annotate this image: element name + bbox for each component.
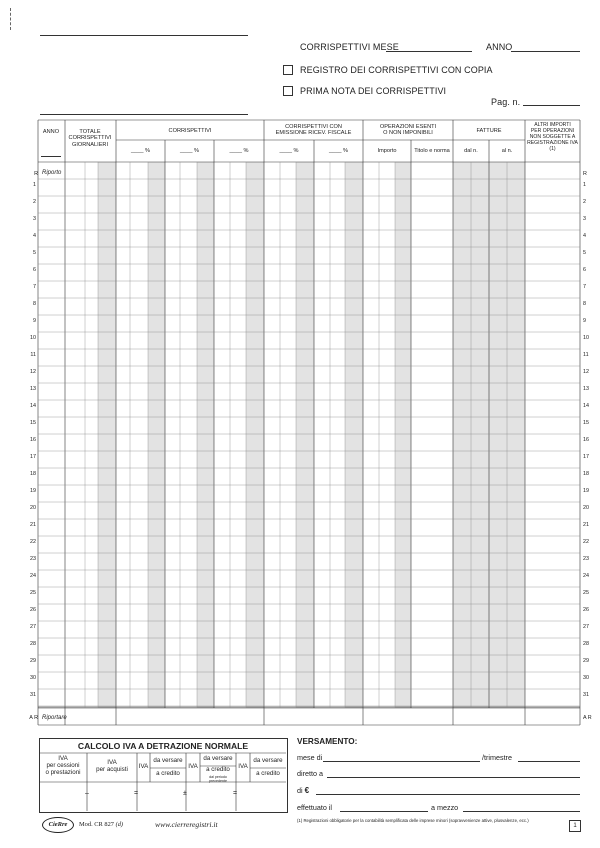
- row-number: 11: [30, 352, 36, 358]
- versamento-title: VERSAMENTO:: [297, 737, 358, 746]
- effettuato-label: effettuato il: [297, 803, 333, 812]
- row-number: 24: [30, 573, 36, 579]
- registro-label: REGISTRO DEI CORRISPETTIVI CON COPIA: [300, 65, 493, 75]
- row-number-right: 3: [583, 216, 586, 222]
- row-number: 14: [30, 403, 36, 409]
- pct-5: ____ %: [329, 148, 348, 154]
- mese-di-field[interactable]: [323, 761, 480, 762]
- col-anno-header: ANNO: [42, 129, 60, 135]
- row-number: 12: [30, 369, 36, 375]
- row-number: 3: [33, 216, 36, 222]
- row-number-right: 28: [583, 641, 589, 647]
- row-number-right: 14: [583, 403, 589, 409]
- a-mezzo-label: a mezzo: [431, 803, 459, 812]
- trimestre-field[interactable]: [518, 761, 580, 762]
- calc-op-pm: ±: [183, 790, 187, 797]
- row-number: 17: [30, 454, 36, 460]
- row-number: 15: [30, 420, 36, 426]
- row-number-right: 31: [583, 692, 589, 698]
- calc-col4-iva: IVA: [188, 763, 198, 770]
- calc-op-minus: –: [85, 790, 89, 797]
- row-number: 5: [33, 250, 36, 256]
- calc-col1: IVA per cessioni o prestazioni: [45, 755, 81, 776]
- page-number-box: [569, 820, 581, 832]
- row-number-right: 24: [583, 573, 589, 579]
- trimestre-label: /trimestre: [482, 753, 512, 762]
- row-number: 30: [30, 675, 36, 681]
- row-number: 6: [33, 267, 36, 273]
- pct-1: ____ %: [131, 148, 150, 154]
- mod-code: Mod. CR 827 (d): [79, 821, 124, 828]
- calc-col4-bot: a credito: [206, 766, 230, 773]
- row-number-right: 12: [583, 369, 589, 375]
- website-url: www.cierreregistri.it: [155, 820, 218, 829]
- pct-3: ____ %: [229, 148, 249, 154]
- row-number: 19: [30, 488, 36, 494]
- importo-field[interactable]: [316, 794, 580, 795]
- calc-col4-top: da versare: [203, 755, 233, 762]
- calc-col2: IVA per acquisti: [96, 759, 128, 773]
- row-number-right: 9: [583, 318, 586, 324]
- calc-col3-top: da versare: [153, 757, 183, 764]
- di-label: di €: [297, 786, 310, 795]
- page-number: 1: [573, 823, 577, 829]
- row-number: 16: [30, 437, 36, 443]
- row-number: 9: [33, 318, 36, 324]
- row-number: 28: [30, 641, 36, 647]
- row-number-right: 19: [583, 488, 589, 494]
- footnote: (1) Registrazioni obbligatorie per la contabilità semplificata delle imprese minori (sopravvenienze attive, plusvalenze, ecc.): [297, 818, 529, 823]
- row-number: 21: [30, 522, 36, 528]
- al-n-header: al n.: [501, 148, 513, 154]
- row-number: 2: [33, 199, 36, 205]
- anno-label: ANNO: [486, 42, 513, 52]
- row-number-right: 10: [583, 335, 589, 341]
- calc-col5-bot: a credito: [256, 770, 280, 777]
- row-number: 22: [30, 539, 36, 545]
- row-number-right: 18: [583, 471, 589, 477]
- col-esenti-header: OPERAZIONI ESENTI O NON IMPONIBILI: [379, 124, 437, 137]
- row-number: 1: [33, 182, 36, 188]
- effettuato-field[interactable]: [340, 811, 428, 812]
- row-number: 8: [33, 301, 36, 307]
- row-number: 20: [30, 505, 36, 511]
- row-number: 23: [30, 556, 36, 562]
- row-number: 25: [30, 590, 36, 596]
- pct-2: ____ %: [180, 148, 199, 154]
- row-number-right: 22: [583, 539, 589, 545]
- calcolo-iva-title: CALCOLO IVA A DETRAZIONE NORMALE: [77, 741, 249, 751]
- row-number-right: 5: [583, 250, 586, 256]
- riporto-code-left: R: [34, 171, 38, 177]
- calc-op-eq: =: [134, 790, 139, 797]
- riporto-label: Riporto: [42, 170, 62, 176]
- row-number-right: 20: [583, 505, 589, 511]
- row-number: 27: [30, 624, 36, 630]
- row-number: 7: [33, 284, 36, 290]
- row-number-right: 23: [583, 556, 589, 562]
- row-number: 4: [33, 233, 36, 239]
- row-number-right: 30: [583, 675, 589, 681]
- col-corrispettivi-header: CORRISPETTIVI: [168, 128, 212, 134]
- row-number-right: 13: [583, 386, 589, 392]
- col-emissione-header: CORRISPETTIVI CON EMISSIONE RICEV. FISCALE: [275, 124, 352, 137]
- cierre-logo: CieRre: [42, 817, 74, 833]
- corrispettivi-mese-label: CORRISPETTIVI MESE: [300, 42, 399, 52]
- titolo-norma-header: Titolo e norma: [414, 148, 450, 154]
- pag-label: Pag. n.: [491, 97, 521, 107]
- calc-op-eq2: =: [233, 790, 238, 797]
- importo-header: Importo: [377, 148, 397, 154]
- row-number-right: 26: [583, 607, 589, 613]
- row-number-right: 15: [583, 420, 589, 426]
- col-altri-header: ALTRI IMPORTI PER OPERAZIONI NON SOGGETTE A REGISTRAZIONE IVA (1): [527, 122, 578, 152]
- row-number: 10: [30, 335, 36, 341]
- row-number-right: 6: [583, 267, 586, 273]
- row-number-right: 16: [583, 437, 589, 443]
- row-number: 29: [30, 658, 36, 664]
- row-number-right: 8: [583, 301, 586, 307]
- col-fatture-header: FATTURE: [476, 128, 502, 134]
- row-number: 18: [30, 471, 36, 477]
- row-number-right: 1: [583, 182, 586, 188]
- row-number-right: 21: [583, 522, 589, 528]
- row-number-right: 7: [583, 284, 586, 290]
- row-number-right: 29: [583, 658, 589, 664]
- calc-col5-top: da versare: [253, 757, 283, 764]
- a-mezzo-field[interactable]: [463, 811, 580, 812]
- row-number-right: 11: [583, 352, 589, 358]
- riportare-code: A R: [29, 715, 38, 721]
- row-number-right: 27: [583, 624, 589, 630]
- row-number-right: 4: [583, 233, 586, 239]
- riporto-code-right: R: [583, 171, 587, 177]
- calc-col3-iva: IVA: [138, 763, 149, 770]
- pct-4: ____ %: [279, 148, 299, 154]
- prima-nota-label: PRIMA NOTA DEI CORRISPETTIVI: [300, 86, 447, 96]
- col-totale-header: TOTALE CORRISPETTIVI GIORNALIERI: [68, 129, 112, 148]
- dal-n-header: dal n.: [464, 148, 478, 154]
- diretto-a-field[interactable]: [327, 777, 580, 778]
- row-number-right: 2: [583, 199, 586, 205]
- calc-col3-bot: a credito: [156, 770, 180, 777]
- riportare-code-right: A R: [583, 715, 592, 721]
- row-number-right: 25: [583, 590, 589, 596]
- mese-di-label: mese di: [297, 753, 323, 762]
- row-number-right: 17: [583, 454, 589, 460]
- diretto-a-label: diretto a: [297, 769, 323, 778]
- row-number: 13: [30, 386, 36, 392]
- calc-col5-iva: IVA: [238, 763, 248, 770]
- row-number: 26: [30, 607, 36, 613]
- riportare-label: Riportare: [42, 715, 67, 721]
- row-number: 31: [30, 692, 36, 698]
- euro-icon: €: [304, 786, 310, 795]
- calc-col4-note: dal periodo precedente: [209, 775, 227, 783]
